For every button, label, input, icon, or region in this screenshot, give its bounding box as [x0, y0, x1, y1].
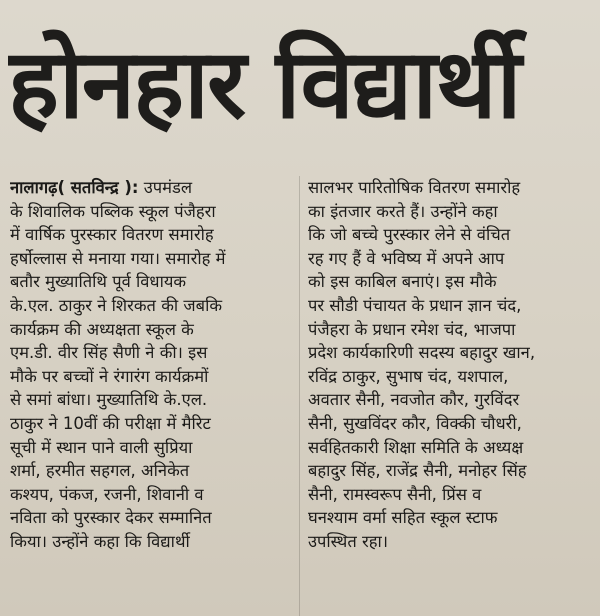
article-line: के शिवालिक पब्लिक स्कूल पंजैहरा: [10, 201, 216, 221]
article-line: नविता को पुरस्कार देकर सम्मानित: [10, 508, 212, 528]
article-line: में वार्षिक पुरस्कार वितरण समारोह: [10, 225, 214, 245]
article-line: पर सौडी पंचायत के प्रधान ज्ञान चंद,: [308, 295, 522, 315]
article-line: शर्मा, हरमीत सहगल, अनिकेत: [10, 461, 190, 481]
left-column: [10, 176, 292, 616]
right-column: [308, 176, 590, 616]
article-line: अवतार सैनी, नवजोत कौर, गुरविंदर: [308, 390, 520, 410]
article-line: के.एल. ठाकुर ने शिरकत की जबकि: [10, 295, 223, 315]
article-line: हर्षोल्लास से मनाया गया। समारोह में: [10, 248, 226, 268]
dateline: नालागढ़( सतविन्द्र ):: [10, 178, 139, 197]
article-text: उपमंडल: [143, 178, 193, 197]
article-line: ठाकुर ने 10वीं की परीक्षा में मैरिट: [10, 413, 211, 433]
article-line: रविंद्र ठाकुर, सुभाष चंद, यशपाल,: [308, 366, 509, 386]
article-line: बहादुर सिंह, राजेंद्र सैनी, मनोहर सिंह: [308, 461, 527, 481]
column-divider: [299, 176, 300, 616]
article-line: पंजैहरा के प्रधान रमेश चंद, भाजपा: [308, 319, 516, 339]
article-line: सूची में स्थान पाने वाली सुप्रिया: [10, 437, 193, 457]
article-line: एम.डी. वीर सिंह सैणी ने की। इस: [10, 343, 208, 363]
article-line: कि जो बच्चे पुरस्कार लेने से वंचित: [308, 225, 511, 245]
article-line: रह गए हैं वे भविष्य में अपने आप: [308, 248, 505, 268]
article-line: सालभर पारितोषिक वितरण समारोह: [308, 178, 521, 197]
article-line: किया। उन्होंने कहा कि विद्यार्थी: [10, 531, 190, 551]
article-line: कार्यक्रम की अध्यक्षता स्कूल के: [10, 319, 194, 339]
article-body: [0, 176, 600, 616]
article-line: उपस्थित रहा।: [308, 531, 389, 551]
article-line: सैनी, रामस्वरूप सैनी, प्रिंस व: [308, 484, 482, 504]
article-line: मौके पर बच्चों ने रंगारंग कार्यक्रमों: [10, 366, 209, 386]
article-line: प्रदेश कार्यकारिणी सदस्य बहादुर खान,: [308, 343, 536, 363]
article-line: सर्वहितकारी शिक्षा समिति के अध्यक्ष: [308, 437, 524, 457]
article-line: सैनी, सुखविंदर कौर, विक्की चौधरी,: [308, 413, 522, 433]
headline: होनहार विद्यार्थी: [8, 28, 520, 140]
article-line: [10, 176, 292, 200]
article-line: बतौर मुख्यातिथि पूर्व विधायक: [10, 272, 187, 292]
article-line: घनश्याम वर्मा सहित स्कूल स्टाफ: [308, 508, 498, 528]
article-line: कश्यप, पंकज, रजनी, शिवानी व: [10, 484, 204, 504]
article-line: से समां बांधा। मुख्यातिथि के.एल.: [10, 390, 208, 410]
article-line: को इस काबिल बनाएं। इस मौके: [308, 272, 497, 292]
article-line: का इंतजार करते हैं। उन्होंने कहा: [308, 201, 498, 221]
